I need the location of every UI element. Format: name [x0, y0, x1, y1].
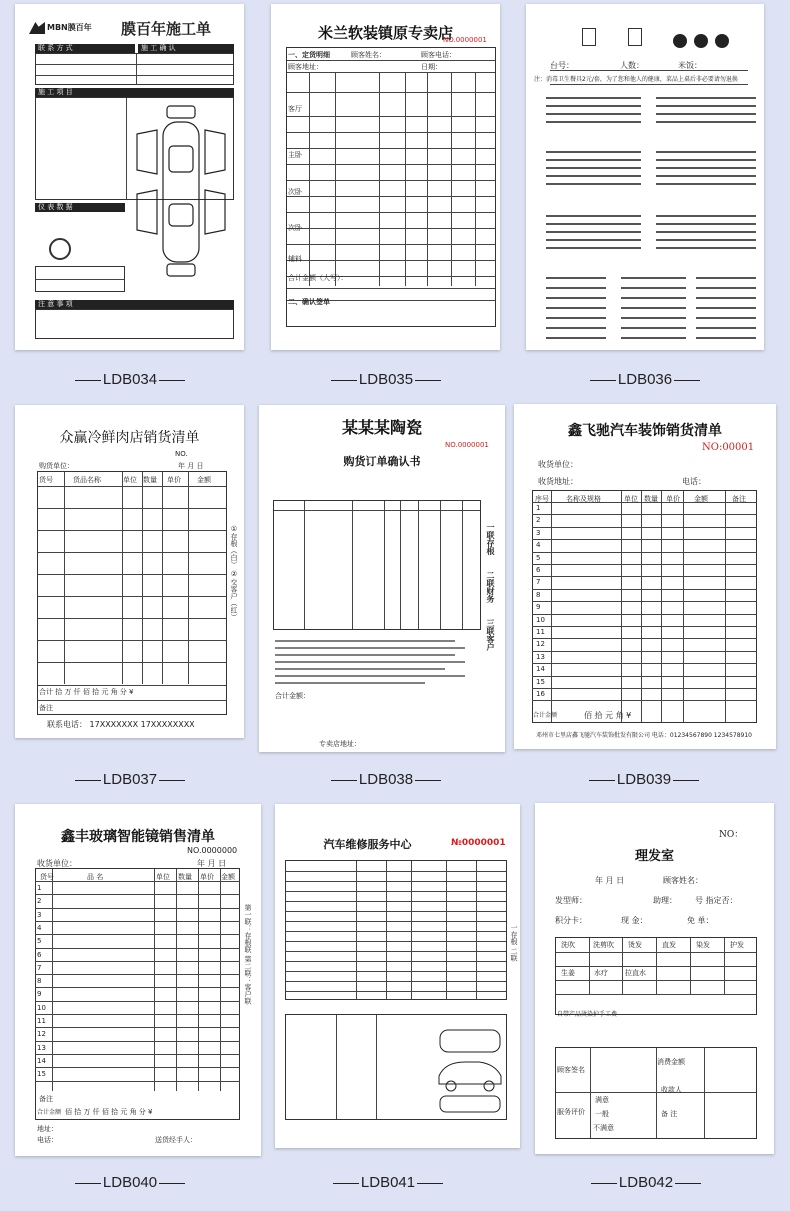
row-number: 13 [37, 1043, 46, 1052]
svc-9: 拉直水 [625, 969, 646, 977]
total-label: 合计金额 [533, 712, 558, 719]
row-number: 7 [536, 578, 541, 587]
date-label: 年 月 日 [595, 876, 625, 885]
contact-grid [35, 53, 234, 85]
form-ldb035 [271, 4, 500, 350]
table-row-line [35, 1081, 240, 1082]
form-title: 鑫飞驰汽车装饰销货清单 [568, 423, 722, 439]
col-sku: 货号 [40, 873, 54, 881]
amount-label: 消费金额 [657, 1058, 685, 1066]
date-label: 年 月 日 [197, 859, 227, 868]
col-qty: 数量 [644, 495, 658, 503]
car-diagram [435, 1026, 505, 1116]
phone-label: 顾客电话： [421, 51, 456, 59]
row-number: 15 [536, 677, 545, 686]
row-number: 7 [37, 963, 42, 972]
stylist-label: 发型师： [555, 896, 587, 905]
date-label: 年 月 日 [178, 462, 204, 470]
table-row-line [35, 987, 240, 988]
form-ldb041 [275, 804, 520, 1148]
row-number: 12 [536, 640, 545, 649]
section-notes: 注 意 事 项 [35, 300, 234, 309]
notice-text: 注：消毒卫生餐具2元/套，为了您和他人的健康，菜品上桌后非必要请勿退换 [534, 76, 738, 83]
code-ldb042: LDB042 [526, 1174, 766, 1191]
total-label: 合计金额： [275, 692, 310, 700]
table-row-line [532, 564, 757, 565]
gauge-grid [35, 266, 125, 292]
code-ldb040: LDB040 [10, 1174, 250, 1191]
row-number: 11 [536, 628, 545, 636]
table-row-line [532, 576, 757, 577]
room-2: 主卧 [288, 151, 302, 159]
phone-line: 联系电话： 17XXXXXXX 17XXXXXXXX [47, 720, 195, 729]
address-label: 地址： [37, 1125, 58, 1133]
room-3: 次卧 [288, 188, 302, 196]
table-row-line [35, 1067, 240, 1068]
row-number: 3 [536, 528, 541, 537]
svc-8: 水疗 [594, 969, 608, 977]
notes-area [35, 309, 234, 339]
form-ldb036 [526, 4, 764, 350]
copy-note: 一存根 二联 [510, 924, 518, 962]
row-number: 13 [536, 652, 545, 661]
total-units: 佰 拾 万 仟 佰 拾 元 角 分 ¥ [65, 1108, 153, 1116]
col-unit: 单位 [156, 873, 170, 881]
row-number: 9 [37, 990, 42, 999]
form-number: NO.0000001 [443, 36, 487, 44]
goods-table [35, 868, 240, 1120]
col-no: 序号 [535, 495, 549, 503]
table-row-line [35, 1054, 240, 1055]
form-ldb038 [259, 405, 505, 752]
dot-icon [694, 34, 708, 48]
order-table [286, 47, 496, 327]
section-items: 施 工 项 目 [35, 88, 234, 97]
row-number: 1 [536, 504, 541, 512]
table-row-line [532, 663, 757, 664]
svc-2: 洗剪吹 [593, 941, 614, 949]
form-title: 众赢冷鲜肉店销货清单 [59, 430, 200, 446]
menu-lines [546, 92, 756, 342]
gauge-icon [49, 238, 71, 260]
col-unit: 单位 [123, 476, 137, 484]
row-number: 6 [536, 566, 541, 574]
row-number: 5 [37, 937, 42, 946]
footer-text: 邓州市七里店鑫飞驰汽车装饰批发有限公司 电话：01234567890 1234578910 [536, 732, 752, 739]
free-label: 免 单： [687, 916, 714, 925]
col-qty: 数量 [143, 476, 157, 484]
store-address-label: 专卖店地址： [319, 740, 361, 748]
form-number: NO： [719, 830, 744, 840]
table-row-line [532, 700, 757, 701]
table-row-line [35, 921, 240, 922]
copy-note: ①存根（白） ②交客户（红） [230, 525, 238, 621]
cashier-label: 收款人 [661, 1086, 682, 1094]
form-ldb042 [535, 803, 774, 1154]
dot-icon [673, 34, 687, 48]
assistant-label: 助理： [653, 896, 677, 905]
code-ldb038: LDB038 [266, 771, 506, 788]
buyer-label: 购货单位： [39, 462, 74, 470]
cash-label: 现 金： [621, 916, 648, 925]
remark-label: 备注 [39, 1095, 53, 1103]
rice-label: 米饭： [678, 61, 702, 70]
row-number: 4 [536, 541, 541, 550]
col-remark: 备注 [732, 495, 746, 503]
phone-label: 电话： [682, 477, 706, 486]
side-copy-3: 三联客户 [486, 619, 495, 651]
total-label: 合计金额（大写）： [288, 274, 348, 282]
room-4: 次卧 [288, 224, 302, 232]
row-number: 6 [37, 950, 42, 959]
row-number: 15 [37, 1070, 46, 1079]
services-table [555, 937, 757, 1015]
eval-bad: 不满意 [593, 1124, 614, 1132]
terms-lines [275, 637, 475, 737]
form-number: NO.0000001 [445, 441, 489, 449]
row-number: 16 [536, 690, 545, 698]
eval-ok: 一般 [595, 1110, 609, 1118]
form-ldb034 [15, 4, 244, 350]
table-row-line [532, 514, 757, 515]
table-row-line [532, 502, 757, 503]
svc-4: 直发 [662, 941, 676, 949]
card-label: 积分卡： [555, 916, 587, 925]
row-number: 2 [536, 516, 541, 525]
col-qty: 数量 [178, 873, 192, 881]
confirm-label: 二、确认签单 [288, 298, 330, 306]
form-number: NO:00001 [702, 442, 755, 453]
customer-label: 顾客姓名： [663, 876, 703, 885]
table-row-line [35, 934, 240, 935]
dot-icon [715, 34, 729, 48]
receiver-label: 收货单位： [37, 859, 77, 868]
row-number: 9 [536, 603, 541, 612]
brand-logo-icon [29, 22, 45, 34]
row-number: 8 [536, 590, 541, 599]
goods-table [37, 471, 227, 715]
table-row-line [35, 1001, 240, 1002]
copy-note: 第一联：存根联 第二联：客户联 [244, 904, 252, 1005]
col-sku: 货号 [39, 476, 53, 484]
col-amount: 金额 [221, 873, 235, 881]
phone-label: 电话： [37, 1136, 58, 1144]
svc-5: 染发 [696, 941, 710, 949]
svc-3: 烫发 [628, 941, 642, 949]
table-row-line [35, 881, 240, 882]
room-1: 客厅 [288, 105, 302, 113]
table-row-line [532, 676, 757, 677]
section-confirm: 施 工 确 认 [138, 44, 234, 53]
eval-label: 服务评价 [557, 1108, 585, 1116]
checkbox-icon [582, 28, 596, 46]
table-row-line [532, 651, 757, 652]
col-name: 货品名称 [73, 476, 101, 484]
form-number: NO.0000000 [187, 846, 238, 855]
code-ldb037: LDB037 [10, 771, 250, 788]
svc-6: 护发 [730, 941, 744, 949]
order-table [273, 500, 481, 630]
table-row-line [35, 1041, 240, 1042]
remark-label: 备注 [39, 704, 53, 712]
receiver-label: 收货单位： [538, 460, 578, 469]
row-number: 14 [37, 1056, 46, 1065]
table-row-line [35, 894, 240, 895]
repair-table [285, 860, 507, 1000]
row-number: 10 [37, 1003, 46, 1012]
products-label: 自带产品烫染护手工费 [557, 1011, 618, 1018]
checkbox-icon [628, 28, 642, 46]
form-title: 理发室 [634, 849, 674, 864]
row-number: 3 [37, 910, 42, 919]
table-row-line [532, 601, 757, 602]
col-amount: 金额 [197, 476, 211, 484]
side-copy-2: 二联财务 [486, 571, 495, 603]
table-row-line [35, 908, 240, 909]
form-title: 膜百年施工单 [121, 20, 212, 38]
table-row-line [35, 948, 240, 949]
form-subtitle: 购货订单确认书 [343, 455, 421, 468]
row-number: 11 [37, 1017, 46, 1025]
col-price: 单价 [200, 873, 214, 881]
row-number: 2 [37, 897, 42, 906]
col-name: 品 名 [87, 873, 104, 881]
total-line: 合计 拾 万 仟 佰 拾 元 角 分 ¥ [39, 688, 134, 696]
table-label: 台号： [550, 61, 574, 70]
code-ldb034: LDB034 [10, 371, 250, 388]
section-gauge: 仪 表 数 据 [35, 203, 125, 212]
room-5: 辅料 [288, 255, 302, 263]
form-title: 某某某陶瓷 [341, 418, 422, 437]
car-diagram [127, 104, 235, 279]
col-price: 单价 [666, 495, 680, 503]
sign-label: 顾客签名 [557, 1066, 585, 1074]
table-row-line [532, 688, 757, 689]
row-number: 5 [536, 553, 541, 562]
code-ldb041: LDB041 [268, 1174, 508, 1191]
customer-label: 顾客姓名： [351, 51, 386, 59]
form-number: NO. [175, 450, 188, 458]
col-unit: 单位 [624, 495, 638, 503]
form-ldb037 [15, 405, 244, 738]
table-row-line [532, 589, 757, 590]
date-label: 日期： [421, 63, 442, 71]
table-row-line [35, 1027, 240, 1028]
col-price: 单价 [167, 476, 181, 484]
code-ldb039: LDB039 [524, 771, 764, 788]
note-label: 备 注 [661, 1110, 678, 1118]
section-contact: 联 系 方 式 [35, 44, 135, 53]
table-row-line [532, 626, 757, 627]
address-label: 顾客地址： [288, 63, 323, 71]
row-number: 4 [37, 923, 42, 932]
row-number: 10 [536, 615, 545, 624]
code-ldb035: LDB035 [266, 371, 506, 388]
form-title: 鑫丰玻璃智能镜销售清单 [61, 829, 215, 845]
col-name: 名称及规格 [566, 495, 601, 503]
row-number: 12 [37, 1030, 46, 1039]
brand-name: MBN膜百年 [47, 23, 92, 32]
table-row-line [532, 638, 757, 639]
svc-7: 生姜 [561, 969, 575, 977]
form-title: 米兰软装镇原专卖店 [317, 24, 453, 42]
section-detail: 一、定货明细 [288, 51, 330, 59]
table-row-line [532, 527, 757, 528]
code-ldb036: LDB036 [525, 371, 765, 388]
table-row-line [532, 539, 757, 540]
form-number: №0000001 [451, 838, 506, 848]
form-title: 汽车维修服务中心 [323, 838, 412, 851]
total-label: 合计金额 [37, 1109, 62, 1116]
form-ldb039 [514, 404, 776, 749]
row-number: 14 [536, 665, 545, 674]
sender-label: 送货经手人： [155, 1136, 197, 1144]
side-copy-1: 一联存根 [486, 523, 495, 555]
total-units: 佰 拾 元 角 ¥ [584, 711, 632, 720]
table-row-line [35, 974, 240, 975]
people-label: 人数： [620, 61, 644, 70]
designated-label: 号 指定否： [695, 896, 738, 905]
table-row-line [532, 552, 757, 553]
table-row-line [35, 1014, 240, 1015]
svc-1: 洗吹 [561, 941, 575, 949]
form-ldb040 [15, 804, 261, 1156]
col-amount: 金额 [694, 495, 708, 503]
row-number: 1 [37, 884, 42, 892]
table-row-line [35, 961, 240, 962]
table-row-line [532, 614, 757, 615]
sign-table [555, 1047, 757, 1139]
row-number: 8 [37, 977, 42, 986]
address-label: 收货地址： [538, 477, 578, 486]
eval-good: 满意 [595, 1096, 609, 1104]
